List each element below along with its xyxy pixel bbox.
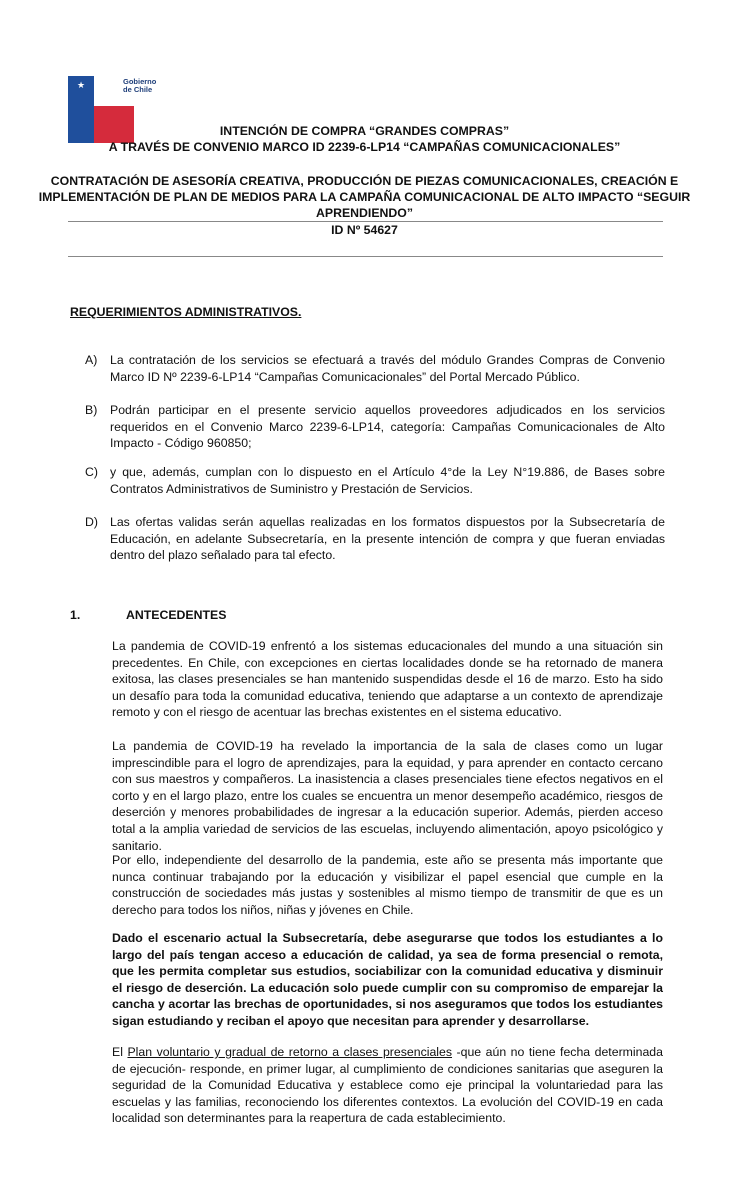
header-line-4: IMPLEMENTACIÓN DE PLAN DE MEDIOS PARA LA CAMPAÑA COMUNICACIONAL DE ALTO IMPACTO “SEGUIR bbox=[38, 190, 691, 204]
requirement-text: La contratación de los servicios se efectuará a través del módulo Grandes Compras de Convenio Marco ID Nº 2239-6-LP14 “Campañas Comunicacionales” del Portal Mercado Público. bbox=[110, 353, 665, 384]
requirement-letter: D) bbox=[85, 515, 98, 529]
section-title: ANTECEDENTES bbox=[126, 608, 227, 622]
paragraph-3: Por ello, independiente del desarrollo de la pandemia, este año se presenta más importante que nunca continuar trabajando por la educación y visibilizar el papel esencial que cumple en la construcción de sociedades más justas y sostenibles al mismo tiempo de transmitir de que es un derecho para todos los niños, niñas y jóvenes en Chile. bbox=[112, 853, 663, 917]
document-id: ID Nº 54627 bbox=[331, 223, 398, 237]
plan-link[interactable]: Plan voluntario y gradual de retorno a clases presenciales bbox=[127, 1045, 453, 1059]
section-number: 1. bbox=[70, 608, 81, 622]
paragraph-5-prefix: El bbox=[112, 1045, 128, 1059]
paragraph-4: Dado el escenario actual la Subsecretaría, debe asegurarse que todos los estudiantes a lo largo del país tengan acceso a educación de calidad, ya sea de forma presencial o remota, que les permita completar sus estudios, sociabilizar con la comunidad educativa y disminuir el riesgo de deserción. La educación solo puede cumplir con su compromiso de emparejar la cancha y acortar las brechas de oportunidades, si nos aseguramos que todos los estudiantes sigan estudiando y reciban el apoyo que necesitan para aprender y desarrollarse. bbox=[112, 931, 663, 1028]
requirement-item bbox=[85, 402, 665, 452]
header-line-1: INTENCIÓN DE COMPRA “GRANDES COMPRAS” bbox=[219, 124, 510, 138]
paragraph-5 bbox=[112, 1044, 663, 1127]
requirement-item bbox=[85, 352, 665, 385]
requirement-text: Las ofertas validas serán aquellas realizadas en los formatos dispuestos por la Subsecretaría de Educación, en adelante Subsecretaría, en la presente intención de compra y que fueran enviadas dentro del plazo señalado para tal efecto. bbox=[110, 515, 665, 562]
antecedentes-heading bbox=[70, 608, 226, 622]
paragraph-5-rest: -que aún no tiene fecha determinada de ejecución- responde, en primer lugar, al cumplimiento de condiciones sanitarias que aseguren la seguridad de la Comunidad Educativa y establece como eje principal la voluntariedad para las escuelas y las familias, reconociendo los diferentes contextos. La evolución del COVID-19 en cada localidad son determinantes para la reapertura de cada establecimiento. bbox=[112, 1045, 663, 1126]
paragraph-1: La pandemia de COVID-19 enfrentó a los sistemas educacionales del mundo a una situación sin precedentes. En Chile, con excepciones en ciertas localidades donde se ha retornado de manera exitosa, las clases presenciales se han mantenido suspendidas desde el 16 de marzo. Esto ha sido un desafío para toda la comunidad educativa, teniendo que adaptarse a un contexto de aprendizaje remoto y con el riesgo de acentuar las brechas existentes en el sistema educativo. bbox=[112, 639, 663, 720]
header-line-2: A TRAVÉS DE CONVENIO MARCO ID 2239-6-LP14 “CAMPAÑAS COMUNICACIONALES” bbox=[108, 140, 621, 154]
logo-white-band bbox=[94, 76, 157, 106]
header-line-5: APRENDIENDO” bbox=[315, 206, 414, 220]
requirement-text: y que, además, cumplan con lo dispuesto en el Artículo 4°de la Ley N°19.886, de Bases sobre Contratos Administrativos de Suministro y Prestación de Servicios. bbox=[110, 465, 665, 496]
star-icon: ★ bbox=[76, 80, 86, 90]
requirement-letter: B) bbox=[85, 403, 98, 417]
requirement-letter: A) bbox=[85, 353, 98, 367]
requirement-text: Podrán participar en el presente servicio aquellos proveedores adjudicados en los servicios requeridos en el Convenio Marco 2239-6-LP14, categoría: Campañas Comunicacionales de Alto Impacto - Código 960850; bbox=[110, 403, 665, 450]
header-divider-bottom bbox=[68, 256, 663, 257]
header-divider-top bbox=[68, 221, 663, 222]
paragraph-2: La pandemia de COVID-19 ha revelado la importancia de la sala de clases como un lugar imprescindible para el logro de aprendizajes, para la equidad, y para aprender en contacto cercano con sus maestros y compañeros. La inasistencia a clases presenciales tiene efectos negativos en el corto y en el largo plazo, entre los cuales se encuentra un menor desempeño académico, riesgos de deserción y menores probabilidades de ingresar a la educación superior. Además, pierden acceso total a la amplia variedad de servicios de las escuelas, incluyendo alimentación, apoyo psicológico y sanitario. bbox=[112, 739, 663, 853]
requirements-heading: REQUERIMIENTOS ADMINISTRATIVOS. bbox=[70, 305, 302, 319]
requirement-letter: C) bbox=[85, 465, 98, 479]
requirement-item bbox=[85, 514, 665, 564]
logo-text: Gobierno de Chile bbox=[123, 77, 157, 94]
header-line-3: CONTRATACIÓN DE ASESORÍA CREATIVA, PRODUCCIÓN DE PIEZAS COMUNICACIONALES, CREACIÓN E bbox=[50, 174, 679, 188]
requirement-item bbox=[85, 464, 665, 497]
